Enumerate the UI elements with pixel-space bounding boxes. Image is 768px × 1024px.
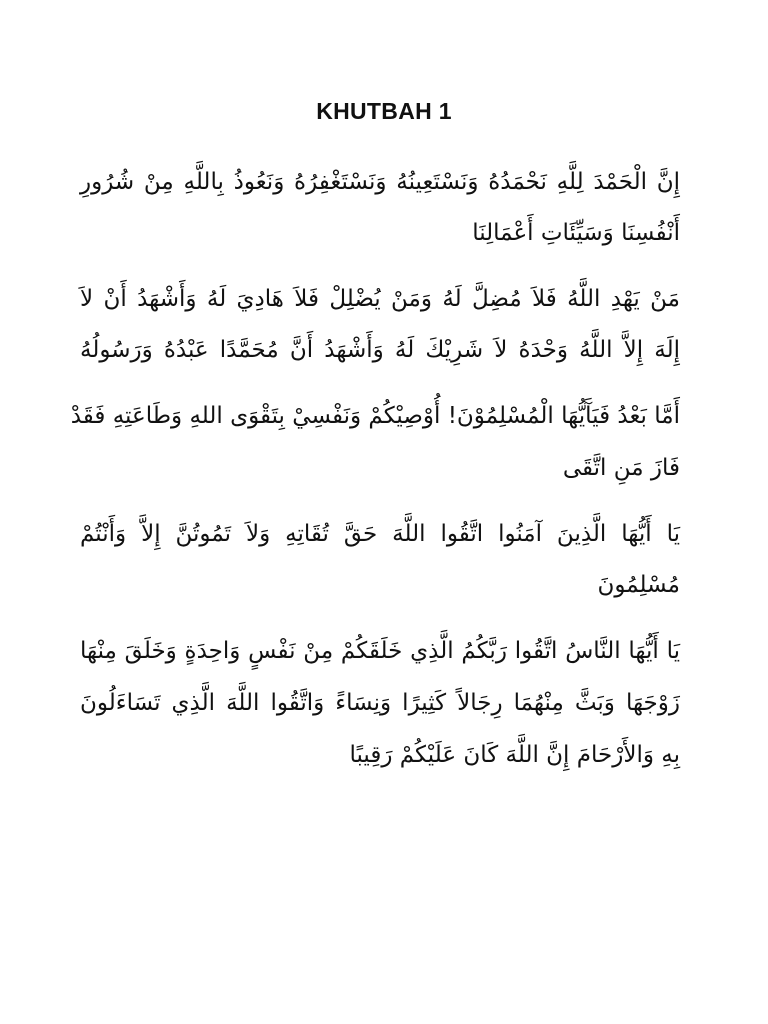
paragraph-4-line-1: يَا أَيُّهَا الَّذِينَ آمَنُوا اتَّقُوا اللَّهَ حَقَّ تُقَاتِهِ وَلاَ تَمُوتُنَّ إِلاَّ وَأَنْتُمْ [80, 521, 680, 547]
paragraph-5-line-3: بِهِ وَالأَرْحَامَ إِنَّ اللَّهَ كَانَ عَلَيْكُمْ رَقِيبًا [349, 742, 680, 768]
paragraph-5-line-2: زَوْجَهَا وَبَثَّ مِنْهُمَا رِجَالاً كَثِيرًا وَنِسَاءً وَاتَّقُوا اللَّهَ الَّذِي تَسَاءَلُونَ [80, 690, 680, 716]
paragraph-2-line-2: إِلَهَ إِلاَّ اللَّهُ وَحْدَهُ لاَ شَرِيْكَ لَهُ وَأَشْهَدُ أَنَّ مُحَمَّدًا عَبْدُهُ وَرَسُولُهُ [80, 337, 680, 363]
paragraph-1-line-1: إِنَّ الْحَمْدَ لِلَّهِ نَحْمَدُهُ وَنَسْتَعِينُهُ وَنَسْتَغْفِرُهُ وَنَعُوذُ بِاللَّهِ مِنْ شُرُورِ [80, 169, 680, 195]
page-title: KHUTBAH 1 [316, 98, 452, 124]
paragraph-5-line-1: يَا أَيُّهَا النَّاسُ اتَّقُوا رَبَّكُمُ الَّذِي خَلَقَكُمْ مِنْ نَفْسٍ وَاحِدَةٍ وَخَلَقَ مِنْهَا [80, 638, 680, 664]
paragraph-2-line-1: مَنْ يَهْدِ اللَّهُ فَلاَ مُضِلَّ لَهُ وَمَنْ يُضْلِلْ فَلاَ هَادِيَ لَهُ وَأَشْهَدُ أَنْ لاَ [80, 286, 680, 312]
paragraph-3-line-1: أَمَّا بَعْدُ فَيَآَيُّهَا الْمُسْلِمُوْنَ! أُوْصِيْكُمْ وَنَفْسِيْ بِتَقْوَى اللهِ وَطَاعَتِهِ فَقَدْ [70, 403, 680, 429]
paragraph-1-line-2: أَنْفُسِنَا وَسَيِّئَاتِ أَعْمَالِنَا [472, 220, 680, 246]
paragraph-4-line-2: مُسْلِمُونَ [597, 572, 680, 598]
paragraph-3-line-2: فَازَ مَنِ اتَّقَى [562, 455, 680, 481]
